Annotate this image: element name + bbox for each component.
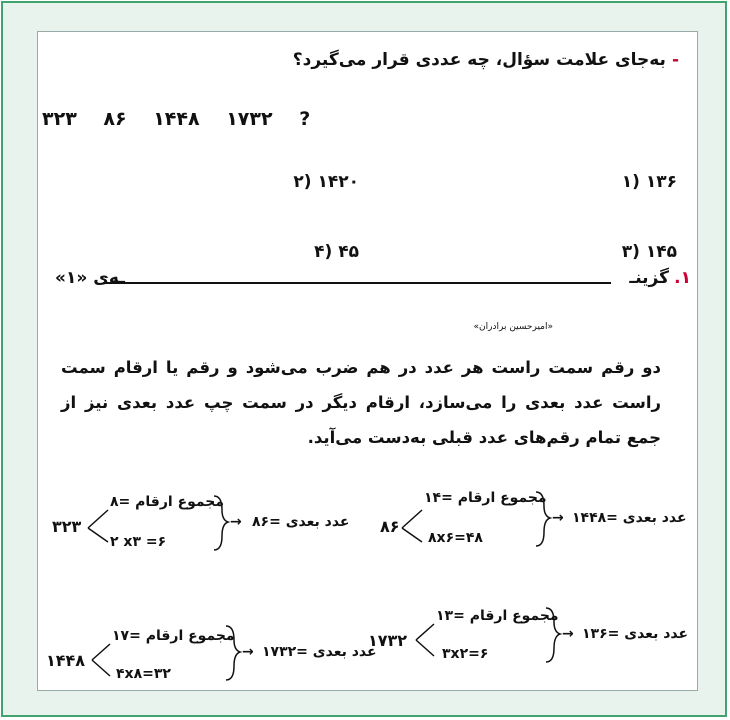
question-text <box>293 50 679 70</box>
diagram-sum-1: ۸= مجموع ارقام <box>110 494 225 510</box>
question-dash: - <box>671 50 679 70</box>
diagram-sum-2: ۱۴= مجموع ارقام <box>424 490 547 506</box>
option-1: ۱۳۶ (۱ <box>621 172 677 192</box>
answer-label: گزینـ <box>629 268 669 288</box>
arrow-icon: → <box>552 510 564 526</box>
diagram-1448 <box>46 626 377 682</box>
branch-lines-2 <box>402 510 422 542</box>
author-credit: «امیرحسین برادران» <box>473 322 553 332</box>
arrow-icon: → <box>562 626 574 642</box>
diagram-sum-3: ۱۷= مجموع ارقام <box>112 628 235 644</box>
branch-lines-3 <box>92 644 110 676</box>
diagram-sum-4: ۱۳= مجموع ارقام <box>436 608 559 624</box>
arrow-icon: → <box>242 644 254 660</box>
answer-divider <box>103 282 611 284</box>
option-3: ۱۴۵ (۳ <box>621 242 677 262</box>
option-2: ۱۴۲۰ (۲ <box>293 172 359 192</box>
solution-diagram <box>38 480 699 690</box>
diagram-86 <box>380 490 687 546</box>
answer-line <box>51 268 691 290</box>
diagram-result-2: ۱۴۴۸= عدد بعدی <box>572 510 687 526</box>
diagram-prod-3: ۴x۸=۳۲ <box>116 666 171 682</box>
diagram-num-1732: ۱۷۳۲ <box>368 631 408 650</box>
diagram-result-1: ۸۶= عدد بعدی <box>252 514 350 530</box>
diagram-323 <box>52 494 350 550</box>
diagram-result-4: ۱۳۶= عدد بعدی <box>582 626 689 642</box>
diagram-num-323: ۳۲۳ <box>52 517 82 536</box>
branch-lines-1 <box>88 510 108 542</box>
answer-number: ۱. <box>674 268 691 288</box>
option-4: ۴۵ (۴ <box>314 242 359 262</box>
diagram-prod-2: ۸x۶=۴۸ <box>428 530 483 546</box>
diagram-num-86: ۸۶ <box>380 517 400 536</box>
diagram-1732 <box>368 608 688 662</box>
diagram-num-1448: ۱۴۴۸ <box>46 651 86 670</box>
diagram-prod-1: ۲ x۳ =۶ <box>110 534 167 550</box>
page-frame <box>1 1 727 717</box>
explanation-text: دو رقم سمت راست هر عدد در هم ضرب می‌شود و رقم یا ارقام سمت راست عدد بعدی را می‌سازد، ارقام دیگر در سمت چپ عدد بعدی نیز از جمع تمام رقم‌های عدد قبلی به‌دست می‌آید. <box>61 358 661 447</box>
arrow-icon: → <box>230 514 242 530</box>
content-panel <box>37 31 698 691</box>
question-label: به‌جای علامت سؤال، چه عددی قرار می‌گیرد؟ <box>292 50 666 70</box>
branch-lines-4 <box>416 624 434 656</box>
diagram-prod-4: ۳x۲=۶ <box>442 646 489 662</box>
answer-choice: ـه‌ی «۱» <box>55 268 125 288</box>
number-sequence: ۳۲۳ ۸۶ ۱۴۴۸ ۱۷۳۲ ? <box>42 108 311 130</box>
diagram-result-3: ۱۷۳۲= عدد بعدی <box>262 644 377 660</box>
